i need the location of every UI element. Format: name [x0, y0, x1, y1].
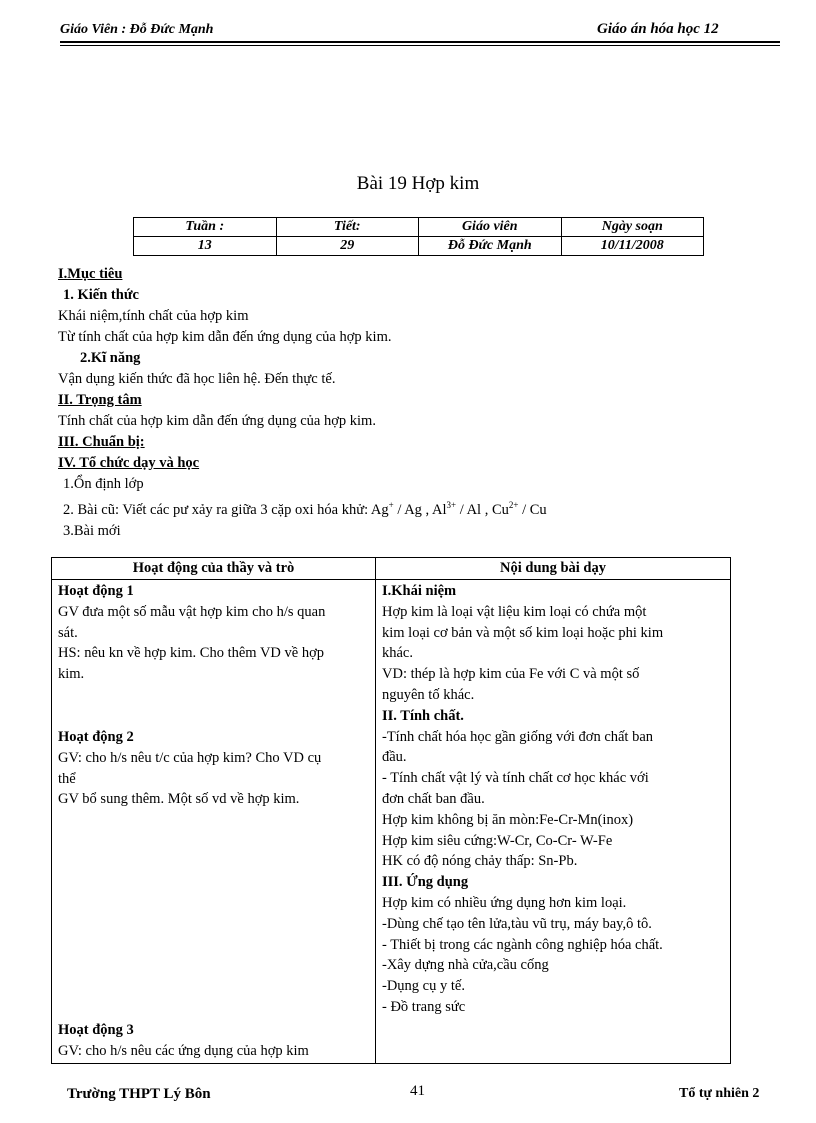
activities-column [52, 580, 376, 1064]
ag-charge: + [388, 500, 394, 510]
activities-header: Hoạt động của thầy và trò [52, 558, 376, 580]
activity-3-title: Hoạt động 3 [58, 1022, 134, 1039]
old-lesson-text-c: / Al , Cu [456, 501, 509, 518]
info-header-teacher: Giáo viên [419, 218, 562, 237]
content-concept-title: I.Khái niệm [382, 583, 457, 599]
cu-charge: 2+ [508, 500, 519, 510]
section-focus-title: II. Trọng tâm [58, 392, 142, 408]
info-week: 13 [134, 237, 277, 256]
organization-line-2 [58, 495, 778, 521]
lesson-body [58, 264, 778, 542]
content-line: -Tính chất hóa học gần giống với đơn chất ban [382, 728, 654, 745]
info-header-period: Tiết: [276, 218, 419, 237]
activity-2-line-1: GV: cho h/s nêu t/c của hợp kim? Cho VD cụ [58, 749, 322, 766]
organization-line-1: 1.Ổn định lớp [63, 476, 144, 492]
content-line: - Thiết bị trong các ngành công nghiệp hóa chất. [382, 936, 663, 953]
section-objectives-title: I.Mục tiêu [58, 266, 123, 282]
subsection-knowledge: 1. Kiến thức [63, 287, 139, 303]
content-line: khác. [382, 645, 413, 662]
section-organization-title: IV. Tổ chức dạy và học [58, 455, 200, 471]
content-line: đơn chất ban đầu. [382, 790, 485, 807]
info-value-row [134, 237, 704, 256]
knowledge-line-2: Từ tính chất của hợp kim dẫn đến ứng dụng của hợp kim. [58, 329, 392, 345]
spacer [58, 685, 369, 727]
activity-1-line-3: HS: nêu kn về hợp kim. Cho thêm VD về hợp [58, 645, 324, 662]
activity-header-row [52, 558, 731, 580]
content-line: Hợp kim là loại vật liệu kim loại có chứa một [382, 603, 647, 620]
old-lesson-text-a: 2. Bài cũ: Viết các pư xảy ra giữa 3 cặp oxi hóa khử: Ag [63, 501, 389, 518]
info-header-row [134, 218, 704, 237]
info-teacher: Đỗ Đức Mạnh [419, 237, 562, 256]
al-charge: 3+ [446, 500, 457, 510]
activity-1-line-2: sát. [58, 624, 78, 641]
content-line: -Xây dựng nhà cửa,cầu cống [382, 957, 549, 974]
content-line: nguyên tố khác. [382, 686, 475, 703]
activity-table [51, 557, 731, 1064]
activity-2-line-3: GV bổ sung thêm. Một số vd về hợp kim. [58, 791, 300, 808]
content-column [376, 580, 731, 1064]
activity-2-title: Hoạt động 2 [58, 728, 134, 745]
activity-1-title: Hoạt động 1 [58, 583, 134, 599]
content-line: kim loại cơ bản và một số kim loại hoặc phi kim [382, 624, 664, 641]
lesson-info-table [133, 217, 704, 256]
activity-3-line-1: GV: cho h/s nêu các ứng dụng của hợp kim [58, 1042, 309, 1059]
footer-department: Tổ tự nhiên 2 [679, 1086, 760, 1101]
header-divider [60, 41, 780, 43]
subsection-skills: 2.Kĩ năng [80, 350, 141, 366]
content-line: HK có độ nóng chảy thấp: Sn-Pb. [382, 853, 578, 870]
header-course: Giáo án hóa học 12 [597, 21, 719, 37]
footer-school: Trường THPT Lý Bôn [67, 1086, 211, 1102]
info-header-date: Ngày soạn [561, 218, 704, 237]
old-lesson-text-d: / Cu [518, 501, 547, 518]
activity-2-line-2: thể [58, 770, 76, 787]
info-date: 10/11/2008 [561, 237, 704, 256]
content-line: -Dùng chế tạo tên lửa,tàu vũ trụ, máy bay,ô tô. [382, 915, 652, 932]
page-title: Bài 19 Hợp kim [356, 173, 480, 194]
section-preparation-title: III. Chuẩn bị: [58, 434, 145, 450]
info-period: 29 [276, 237, 419, 256]
content-line: VD: thép là hợp kim của Fe với C và một số [382, 666, 640, 683]
old-lesson-text-b: / Ag , Al [393, 501, 447, 518]
activity-1-line-1: GV đưa một số mẫu vật hợp kim cho h/s quan [58, 603, 326, 620]
focus-line-1: Tính chất của hợp kim dẫn đến ứng dụng của hợp kim. [58, 413, 376, 429]
content-line: Hợp kim siêu cứng:W-Cr, Co-Cr- W-Fe [382, 832, 613, 849]
content-applications-title: III. Ứng dụng [382, 874, 469, 891]
activity-1-line-4: kim. [58, 666, 85, 683]
activity-body-row [52, 580, 731, 1064]
spacer [58, 810, 369, 1020]
content-line: Hợp kim có nhiều ứng dụng hơn kim loại. [382, 894, 627, 911]
info-header-week: Tuần : [134, 218, 277, 237]
content-properties-title: II. Tính chất. [382, 707, 464, 724]
header-divider-thin [60, 45, 780, 46]
knowledge-line-1: Khái niệm,tính chất của hợp kim [58, 308, 249, 324]
content-line: - Tính chất vật lý và tính chất cơ học khác với [382, 770, 649, 787]
footer-page-number: 41 [410, 1083, 425, 1099]
skills-line-1: Vận dụng kiến thức đã học liên hệ. Đến thực tế. [58, 371, 336, 387]
content-line: Hợp kim không bị ăn mòn:Fe-Cr-Mn(inox) [382, 811, 634, 828]
content-line: đầu. [382, 749, 407, 766]
content-line: -Dụng cụ y tế. [382, 978, 465, 995]
content-header: Nội dung bài dạy [376, 558, 731, 580]
organization-line-3: 3.Bài mới [63, 522, 121, 539]
content-line: - Đồ trang sức [382, 998, 466, 1015]
header-teacher: Giáo Viên : Đỗ Đức Mạnh [60, 22, 214, 37]
